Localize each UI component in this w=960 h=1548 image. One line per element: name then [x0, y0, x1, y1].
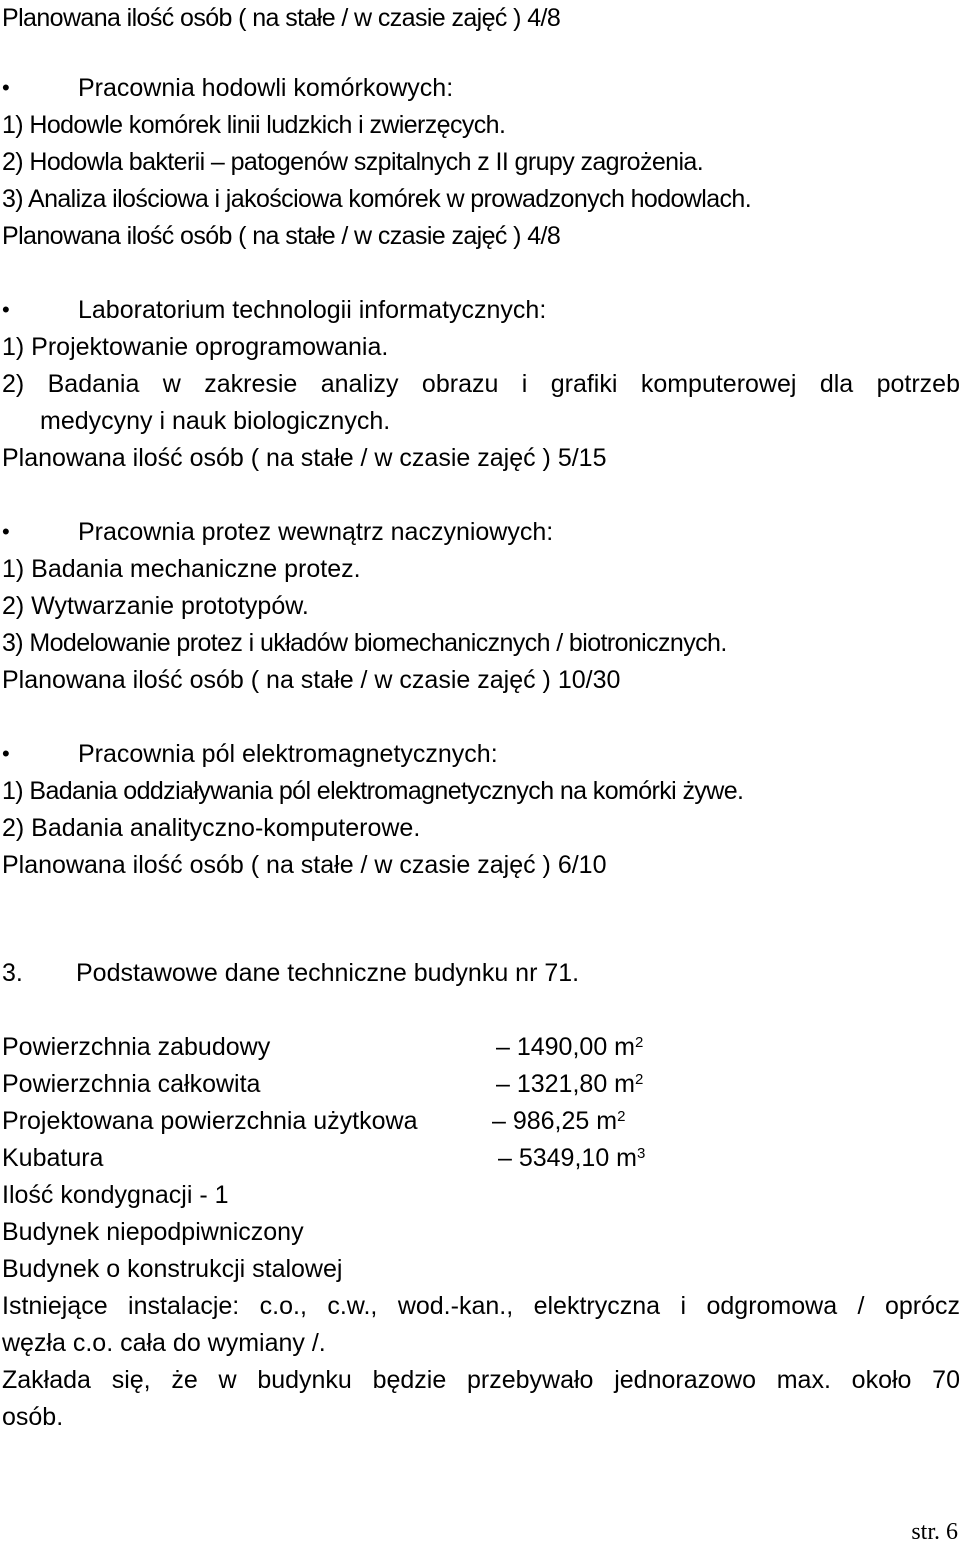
building-fact: Budynek o konstrukcji stalowej: [2, 1255, 343, 1283]
spec-label: Projektowana powierzchnia użytkowa: [2, 1107, 418, 1135]
list-item: 2) Badania analityczno-komputerowe.: [2, 814, 421, 842]
capacity-line: Planowana ilość osób ( na stałe / w czasie zajęć ) 4/8: [2, 4, 561, 32]
section-number: 3.: [2, 959, 23, 987]
installations-text: Istniejące instalacje: c.o., c.w., wod.-kan., elektryczna i odgromowa / oprócz: [2, 1292, 960, 1320]
list-item: 1) Projektowanie oprogramowania.: [2, 333, 389, 361]
spec-value: – 1321,80 $m^2$: [496, 1070, 644, 1098]
page-number: str. 6: [911, 1519, 958, 1545]
building-fact: Budynek niepodpiwniczony: [2, 1218, 304, 1246]
spec-label: Powierzchnia zabudowy: [2, 1033, 271, 1061]
capacity-line: Planowana ilość osób ( na stałe / w czasie zajęć ) 5/15: [2, 444, 607, 472]
lab-title: Laboratorium technologii informatycznych:: [78, 296, 547, 324]
lab-title: Pracownia protez wewnątrz naczyniowych:: [78, 518, 554, 546]
spec-value: – 5349,10 $m^3$: [498, 1144, 646, 1172]
list-item: 2) Badania w zakresie analizy obrazu i grafiki komputerowej dla potrzeb: [2, 370, 960, 398]
lab-title: Pracownia pól elektromagnetycznych:: [78, 740, 498, 768]
capacity-line: Planowana ilość osób ( na stałe / w czasie zajęć ) 4/8: [2, 222, 561, 250]
list-item: 2) Hodowla bakterii – patogenów szpitalnych z II grupy zagrożenia.: [2, 148, 704, 176]
bullet-icon: •: [2, 519, 10, 544]
building-fact: Ilość kondygnacji - 1: [2, 1181, 229, 1209]
installations-text: węzła c.o. cała do wymiany /.: [2, 1329, 326, 1357]
spec-value: – 1490,00 $m^2$: [496, 1033, 644, 1061]
list-item: 1) Hodowle komórek linii ludzkich i zwierzęcych.: [2, 111, 506, 139]
list-item: 3) Analiza ilościowa i jakościowa komórek w prowadzonych hodowlach.: [2, 185, 752, 213]
capacity-line: Planowana ilość osób ( na stałe / w czasie zajęć ) 10/30: [2, 666, 621, 694]
list-item: 1) Badania oddziaływania pól elektromagnetycznych na komórki żywe.: [2, 777, 744, 805]
lab-title: Pracownia hodowli komórkowych:: [78, 74, 454, 102]
list-item: 2) Wytwarzanie prototypów.: [2, 592, 309, 620]
list-item: 3) Modelowanie protez i układów biomechanicznych / biotronicznych.: [2, 629, 727, 657]
bullet-icon: •: [2, 741, 10, 766]
section-title: Podstawowe dane techniczne budynku nr 71.: [76, 959, 580, 987]
occupancy-text: osób.: [2, 1403, 64, 1431]
bullet-icon: •: [2, 297, 10, 322]
bullet-icon: •: [2, 75, 10, 100]
list-item-continuation: medycyny i nauk biologicznych.: [40, 407, 391, 435]
spec-label: Powierzchnia całkowita: [2, 1070, 261, 1098]
list-item: 1) Badania mechaniczne protez.: [2, 555, 361, 583]
capacity-line: Planowana ilość osób ( na stałe / w czasie zajęć ) 6/10: [2, 851, 607, 879]
spec-label: Kubatura: [2, 1144, 104, 1172]
occupancy-text: Zakłada się, że w budynku będzie przebywało jednorazowo max. około 70: [2, 1366, 960, 1394]
spec-value: – 986,25 $m^2$: [492, 1107, 626, 1135]
